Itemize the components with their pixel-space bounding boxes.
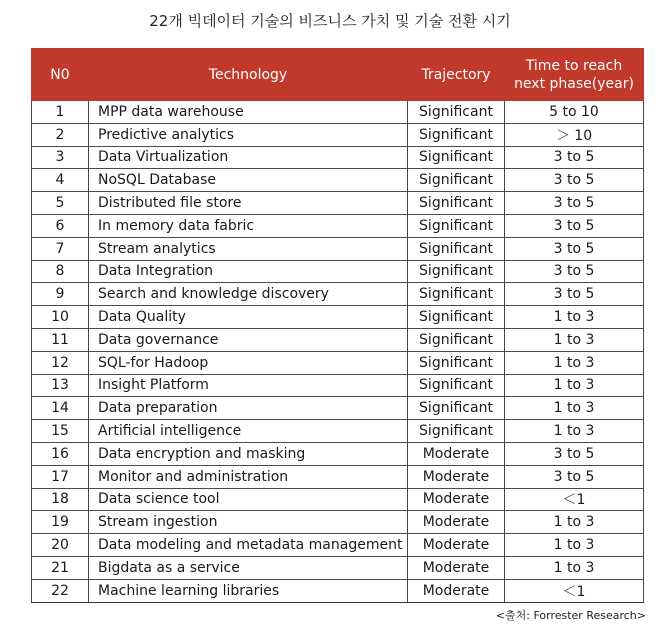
cell-trajectory: Significant [408, 169, 505, 192]
cell-technology: Predictive analytics [89, 123, 408, 146]
cell-time: ＜1 [505, 579, 644, 602]
table-row [32, 465, 644, 488]
cell-no: 8 [32, 260, 89, 283]
cell-technology: Machine learning libraries [89, 579, 408, 602]
table-row [32, 579, 644, 602]
cell-technology: Data encryption and masking [89, 442, 408, 465]
cell-no: 6 [32, 214, 89, 237]
table-row [32, 260, 644, 283]
header-time-line1: Time to reach [525, 57, 623, 74]
cell-technology: SQL-for Hadoop [89, 351, 408, 374]
cell-trajectory: Significant [408, 214, 505, 237]
cell-no: 10 [32, 306, 89, 329]
cell-time: 5 to 10 [505, 101, 644, 124]
cell-time: 3 to 5 [505, 237, 644, 260]
cell-time: 1 to 3 [505, 534, 644, 557]
cell-trajectory: Moderate [408, 465, 505, 488]
cell-trajectory: Significant [408, 351, 505, 374]
cell-no: 20 [32, 534, 89, 557]
cell-trajectory: Moderate [408, 534, 505, 557]
cell-trajectory: Significant [408, 123, 505, 146]
cell-trajectory: Significant [408, 328, 505, 351]
cell-trajectory: Significant [408, 260, 505, 283]
source-note: <출처: Forrester Research> [495, 609, 646, 622]
cell-trajectory: Moderate [408, 579, 505, 602]
table-body [32, 101, 644, 603]
cell-technology: Data governance [89, 328, 408, 351]
cell-technology: Artificial intelligence [89, 420, 408, 443]
cell-trajectory: Moderate [408, 511, 505, 534]
table-row [32, 351, 644, 374]
cell-trajectory: Significant [408, 192, 505, 215]
cell-trajectory: Moderate [408, 488, 505, 511]
cell-no: 17 [32, 465, 89, 488]
cell-technology: NoSQL Database [89, 169, 408, 192]
cell-no: 15 [32, 420, 89, 443]
cell-technology: Bigdata as a service [89, 556, 408, 579]
cell-time: 3 to 5 [505, 146, 644, 169]
cell-no: 4 [32, 169, 89, 192]
cell-no: 13 [32, 374, 89, 397]
header-time-line2: next phase(year) [514, 75, 634, 92]
table-row [32, 420, 644, 443]
cell-trajectory: Significant [408, 101, 505, 124]
cell-time: 1 to 3 [505, 351, 644, 374]
cell-technology: Stream ingestion [89, 511, 408, 534]
cell-time: 3 to 5 [505, 465, 644, 488]
cell-time: ＜1 [505, 488, 644, 511]
cell-trajectory: Significant [408, 146, 505, 169]
technology-table [31, 48, 644, 603]
cell-technology: In memory data fabric [89, 214, 408, 237]
cell-technology: Insight Platform [89, 374, 408, 397]
cell-no: 21 [32, 556, 89, 579]
cell-time: 1 to 3 [505, 328, 644, 351]
cell-time: 3 to 5 [505, 442, 644, 465]
table-row [32, 101, 644, 124]
cell-no: 5 [32, 192, 89, 215]
cell-technology: Data preparation [89, 397, 408, 420]
cell-no: 3 [32, 146, 89, 169]
cell-time: 1 to 3 [505, 556, 644, 579]
table-row [32, 306, 644, 329]
cell-time: 1 to 3 [505, 397, 644, 420]
cell-time: ＞ 10 [505, 123, 644, 146]
table-row [32, 123, 644, 146]
table-row [32, 214, 644, 237]
table-row [32, 374, 644, 397]
cell-no: 16 [32, 442, 89, 465]
table-row [32, 442, 644, 465]
cell-technology: MPP data warehouse [89, 101, 408, 124]
cell-time: 3 to 5 [505, 169, 644, 192]
cell-technology: Distributed file store [89, 192, 408, 215]
cell-time: 3 to 5 [505, 260, 644, 283]
cell-no: 9 [32, 283, 89, 306]
cell-no: 2 [32, 123, 89, 146]
cell-time: 3 to 5 [505, 214, 644, 237]
table-row [32, 488, 644, 511]
cell-no: 11 [32, 328, 89, 351]
table-row [32, 237, 644, 260]
table-row [32, 511, 644, 534]
cell-technology: Data Integration [89, 260, 408, 283]
table-title: 22개 빅데이터 기술의 비즈니스 가치 및 기술 전환 시기 [149, 12, 511, 30]
table-row [32, 192, 644, 215]
cell-technology: Monitor and administration [89, 465, 408, 488]
table-row [32, 556, 644, 579]
cell-trajectory: Moderate [408, 556, 505, 579]
cell-time: 1 to 3 [505, 306, 644, 329]
cell-no: 14 [32, 397, 89, 420]
cell-trajectory: Significant [408, 237, 505, 260]
cell-technology: Stream analytics [89, 237, 408, 260]
cell-trajectory: Significant [408, 374, 505, 397]
cell-technology: Search and knowledge discovery [89, 283, 408, 306]
header-technology: Technology [89, 49, 408, 101]
cell-technology: Data science tool [89, 488, 408, 511]
cell-no: 7 [32, 237, 89, 260]
cell-technology: Data Quality [89, 306, 408, 329]
cell-no: 22 [32, 579, 89, 602]
cell-no: 19 [32, 511, 89, 534]
cell-no: 12 [32, 351, 89, 374]
cell-time: 1 to 3 [505, 420, 644, 443]
table-row [32, 328, 644, 351]
cell-trajectory: Significant [408, 283, 505, 306]
table-row [32, 283, 644, 306]
cell-time: 1 to 3 [505, 511, 644, 534]
header-trajectory: Trajectory [408, 49, 505, 101]
cell-trajectory: Significant [408, 306, 505, 329]
header-time-to-next-phase [505, 49, 644, 101]
cell-no: 1 [32, 101, 89, 124]
cell-technology: Data Virtualization [89, 146, 408, 169]
cell-trajectory: Significant [408, 397, 505, 420]
cell-time: 3 to 5 [505, 192, 644, 215]
cell-time: 1 to 3 [505, 374, 644, 397]
table-row [32, 146, 644, 169]
cell-no: 18 [32, 488, 89, 511]
cell-trajectory: Significant [408, 420, 505, 443]
table-row [32, 169, 644, 192]
table-header [32, 49, 644, 101]
cell-technology: Data modeling and metadata management [89, 534, 408, 557]
table-row [32, 397, 644, 420]
cell-time: 3 to 5 [505, 283, 644, 306]
cell-trajectory: Moderate [408, 442, 505, 465]
header-no: N0 [32, 49, 89, 101]
table-row [32, 534, 644, 557]
